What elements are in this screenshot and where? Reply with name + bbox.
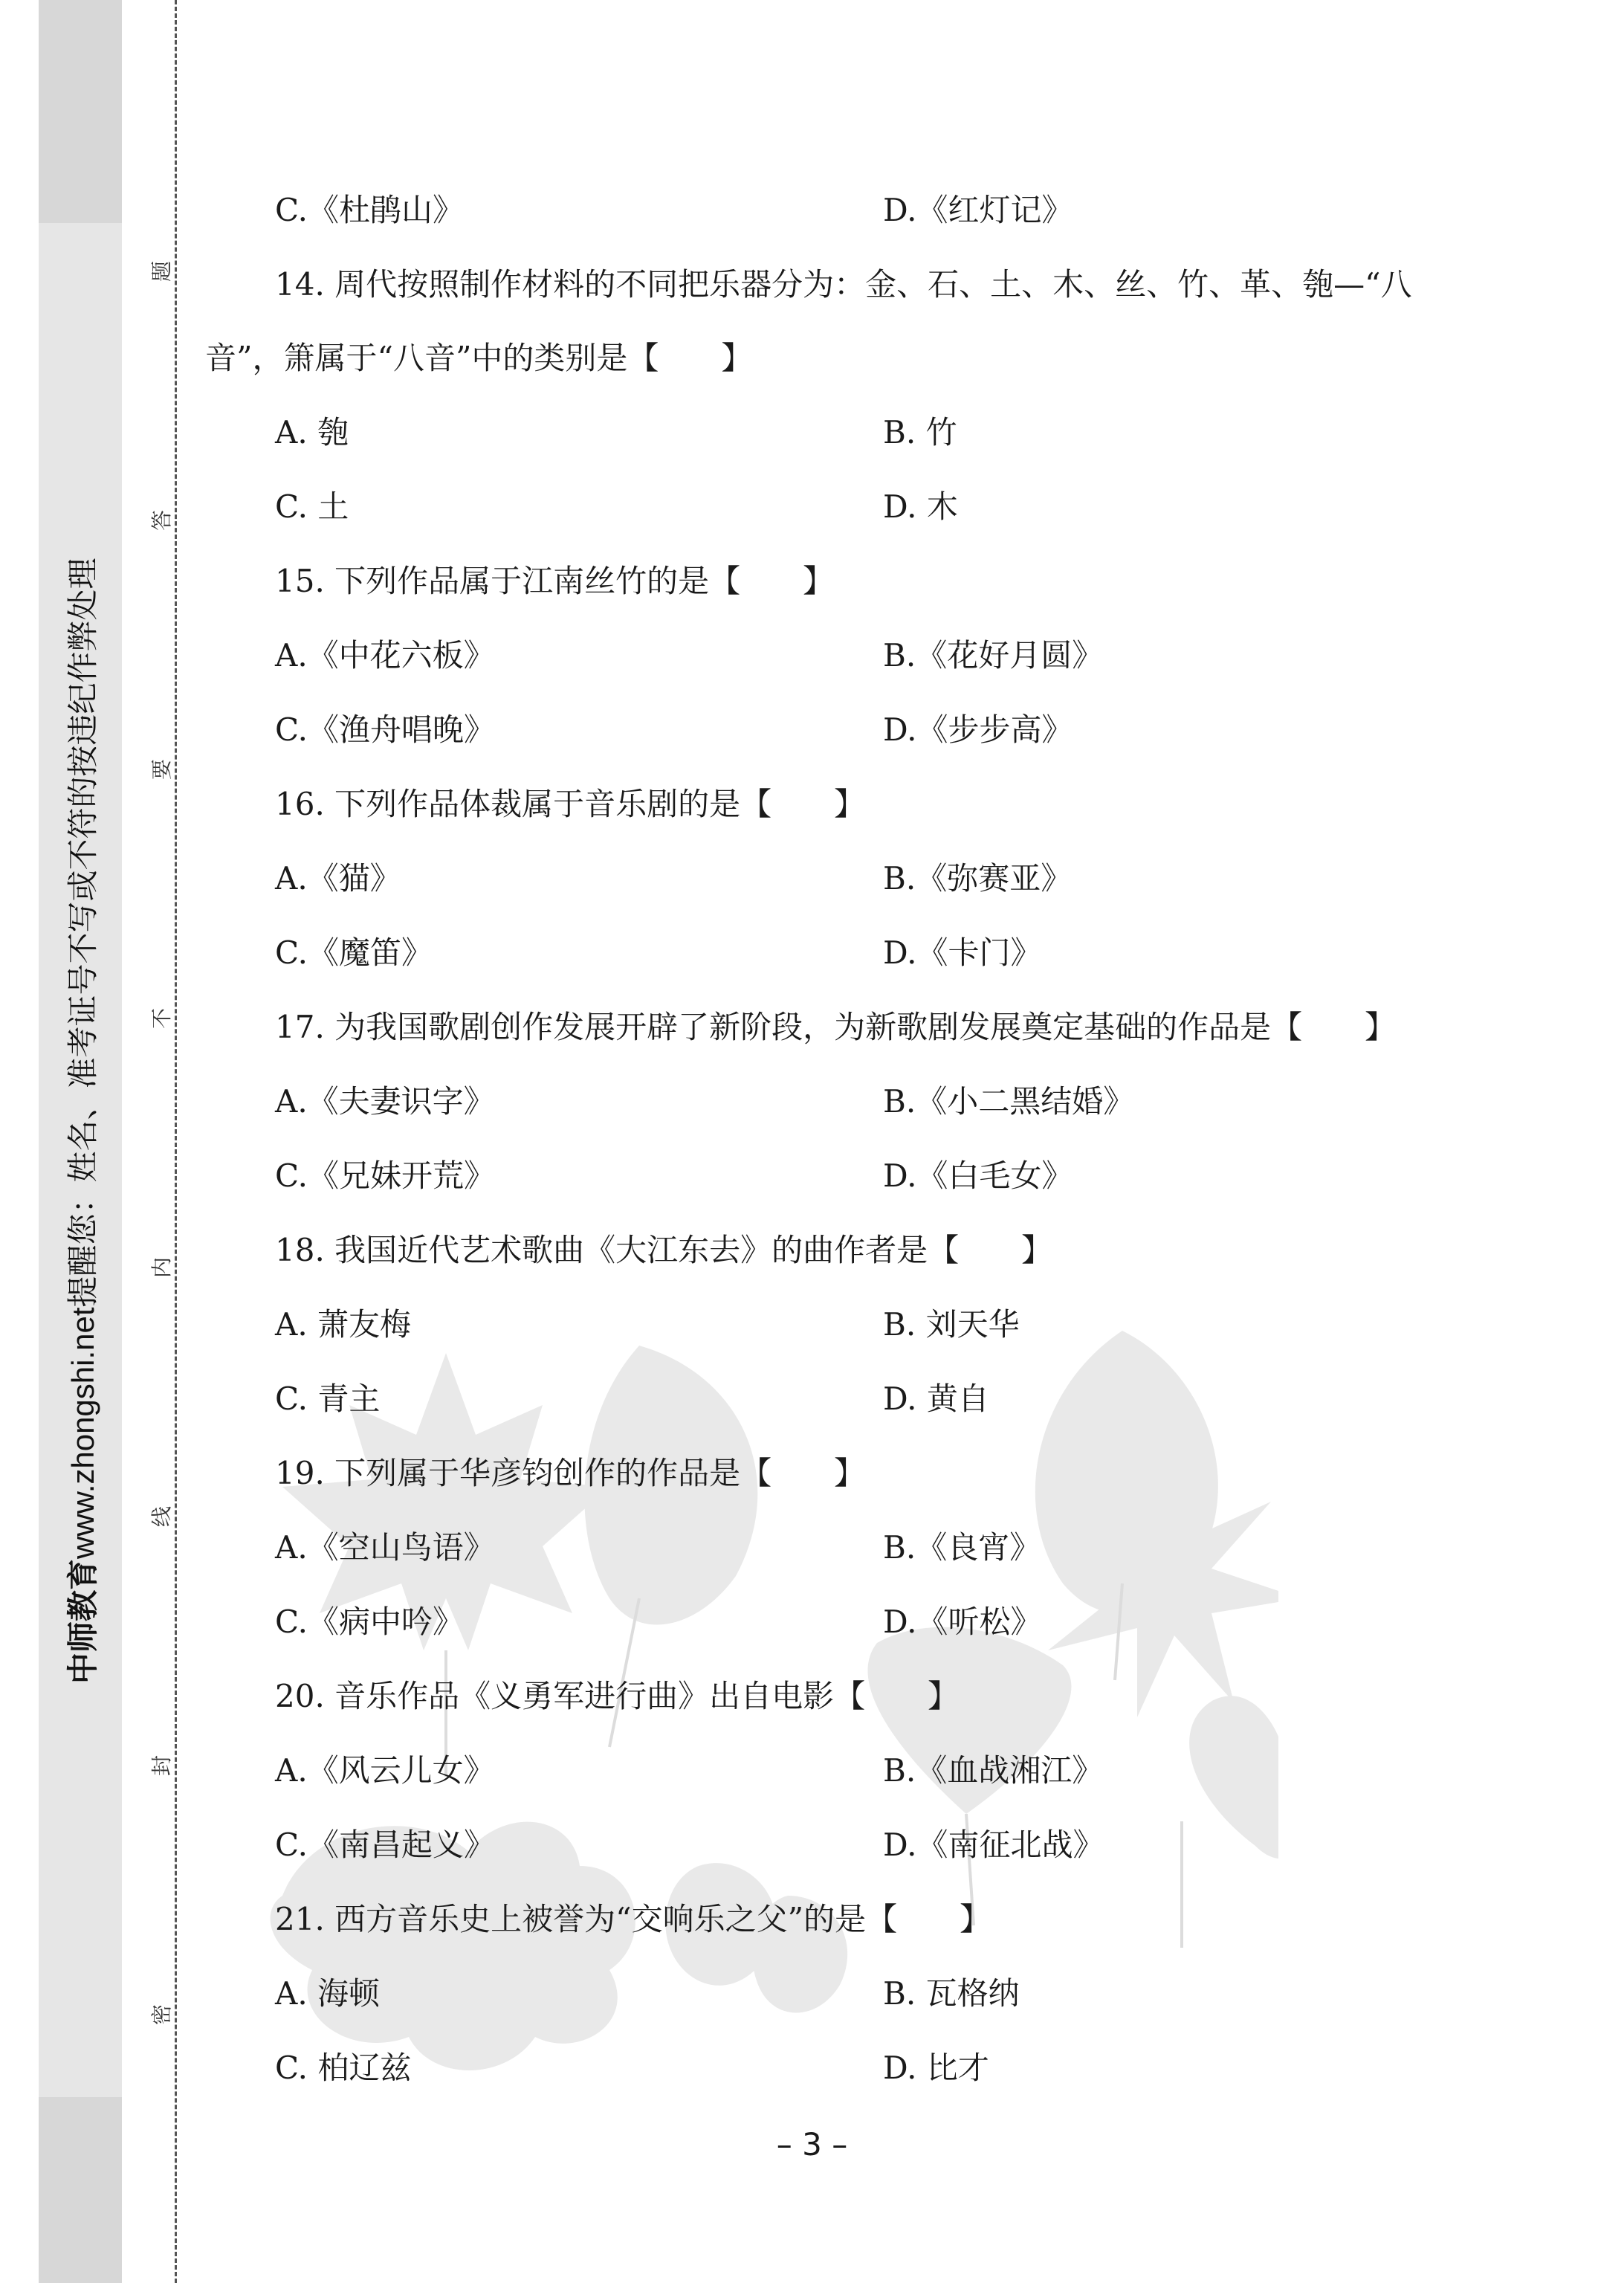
q16-option-c: C.《魔笛》 [275,934,433,971]
q20-option-d: D.《南征北战》 [883,1827,1104,1863]
q15-stem: 15. 下列作品属于江南丝竹的是【 】 [275,563,835,599]
q14-stem-line2: 音”，箫属于“八音”中的类别是【 】 [205,340,753,376]
q18-option-c: C. 青主 [275,1381,381,1417]
seal-char-4: 不 [149,1008,174,1030]
q21-option-b: B. 瓦格纳 [883,1975,1020,2012]
q19-option-a: A.《空山鸟语》 [275,1529,495,1566]
notice-text: 提醒您：姓名、准考证号不写或不符的按违纪作弊处理 [65,558,101,1308]
q18-stem: 18. 我国近代艺术歌曲《大江东去》的曲作者是【 】 [275,1232,1053,1268]
q16-option-d: D.《卡门》 [883,934,1042,971]
q19-option-b: B.《良宵》 [883,1529,1041,1566]
q17-option-d: D.《白毛女》 [883,1157,1073,1194]
q19-stem: 19. 下列属于华彦钧创作的作品是【 】 [275,1455,866,1491]
q15-option-c: C.《渔舟唱晚》 [275,711,495,748]
seal-char-6: 线 [149,1506,174,1528]
q17-stem: 17. 为我国歌剧创作发展开辟了新阶段，为新歌剧发展奠定基础的作品是【 】 [275,1009,1397,1045]
q16-option-a: A.《猫》 [275,860,401,897]
q20-stem: 20. 音乐作品《义勇军进行曲》出自电影【 】 [275,1678,960,1714]
q19-option-c: C.《病中吟》 [275,1604,464,1640]
brand-url: www.zhongshi.net [65,1307,100,1559]
q16-stem: 16. 下列作品体裁属于音乐剧的是【 】 [275,786,866,822]
q14-option-a: A. 匏 [275,414,349,451]
q15-option-d: D.《步步高》 [883,711,1073,748]
q14-option-b: B. 竹 [883,414,957,451]
seal-char-3: 要 [149,759,174,781]
seal-char-8: 密 [149,2004,174,2026]
q17-option-a: A.《夫妻识字》 [275,1083,495,1120]
q14-option-c: C. 土 [275,488,349,525]
q18-option-d: D. 黄自 [883,1381,989,1417]
q21-option-d: D. 比才 [883,2050,989,2086]
q13-option-d: D.《红灯记》 [883,192,1073,228]
q17-option-c: C.《兄妹开荒》 [275,1157,495,1194]
brand-name: 中师教育 [65,1558,101,1684]
q20-option-b: B.《血战湘江》 [883,1752,1104,1789]
q15-option-a: A.《中花六板》 [275,637,495,674]
seal-char-2: 答 [149,510,174,532]
q16-option-b: B.《弥赛亚》 [883,860,1073,897]
seal-char-5: 内 [149,1257,174,1279]
q20-option-c: C.《南昌起义》 [275,1827,495,1863]
seal-char-7: 封 [149,1755,174,1777]
q21-option-c: C. 柏辽兹 [275,2050,412,2086]
q13-option-c: C.《杜鹃山》 [275,192,464,228]
q15-option-b: B.《花好月圆》 [883,637,1104,674]
q14-option-d: D. 木 [883,488,958,525]
q18-option-a: A. 萧友梅 [275,1306,412,1343]
page-number: – 3 – [776,2126,848,2163]
q21-stem: 21. 西方音乐史上被誉为“交响乐之父”的是【 】 [275,1901,991,1937]
q21-option-a: A. 海顿 [275,1975,381,2012]
q20-option-a: A.《风云儿女》 [275,1752,495,1789]
q18-option-b: B. 刘天华 [883,1306,1020,1343]
q14-stem-line1: 14. 周代按照制作材料的不同把乐器分为：金、石、土、木、丝、竹、革、匏—“八 [275,266,1412,303]
q19-option-d: D.《听松》 [883,1604,1042,1640]
seal-char-1: 题 [149,261,174,282]
q17-option-b: B.《小二黑结婚》 [883,1083,1135,1120]
